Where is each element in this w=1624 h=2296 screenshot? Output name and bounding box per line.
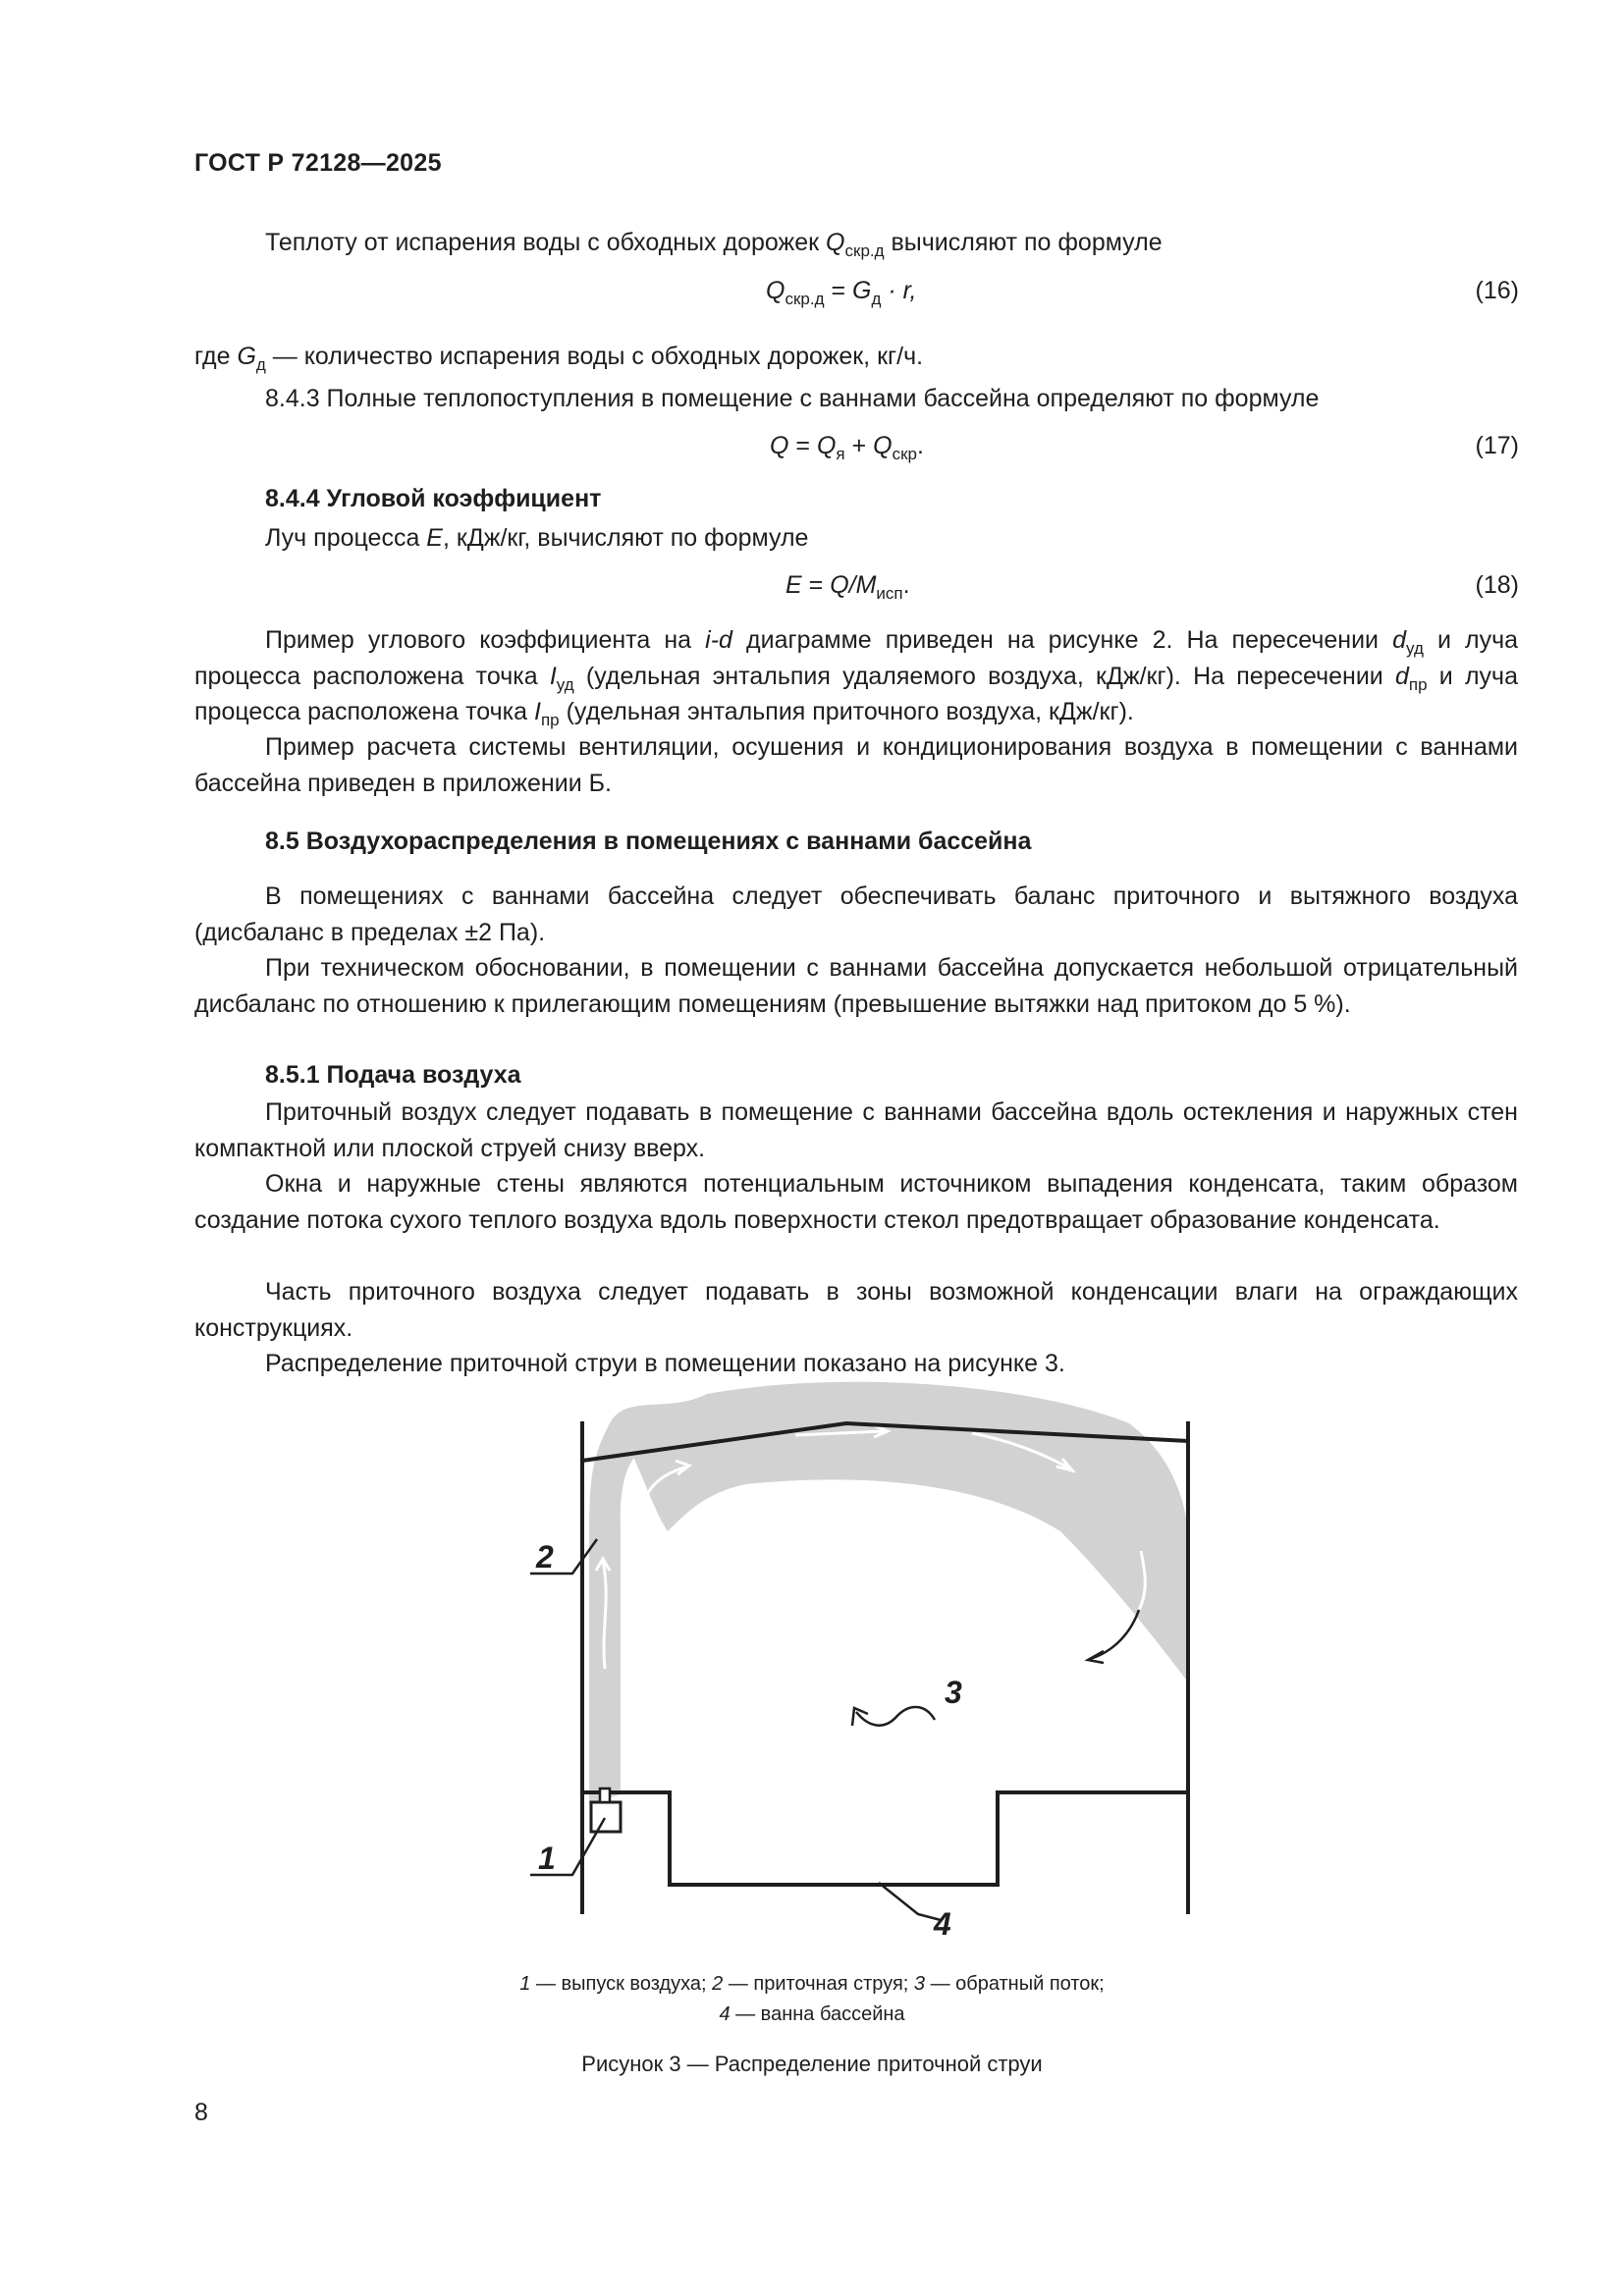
- paragraph-negative-imbalance: При техническом обосновании, в помещении с ваннами бассейна допускается небольшой отрицательный дисбаланс по отношению к прилегающим помещениям (превышение вытяжки над притоком до 5 %).: [194, 954, 1518, 1018]
- paragraph-figure-reference: Распределение приточной струи в помещении показано на рисунке 3.: [265, 1350, 1065, 1377]
- paragraph-8-4-3: 8.4.3 Полные теплопоступления в помещение с ваннами бассейна определяют по формуле: [265, 385, 1320, 412]
- figure-label-3: 3: [945, 1675, 962, 1710]
- figure-label-4: 4: [934, 1906, 951, 1942]
- paragraph-calculation-example: Пример расчета системы вентиляции, осушения и кондиционирования воздуха в помещении с ваннами бассейна приведен в приложении Б.: [194, 733, 1518, 797]
- figure-label-2: 2: [536, 1539, 554, 1575]
- equation-number-18: (18): [1475, 571, 1519, 599]
- paragraph-evaporation-heat: Теплоту от испарения воды с обходных дорожек $Q_{скр.д}$ вычисляют по формуле: [265, 229, 1163, 260]
- formula-18: $E = Q/M_{исп}$.: [785, 571, 910, 603]
- paragraph-angular-coefficient-example: Пример углового коэффициента на i-d диаграмме приведен на рисунке 2. На пересечении $d_{уд}$ и луча процесса расположена точка $I_{уд}$ (удельная энтальпия удаляемого воздуха, кДж/кг). На пересечении $d_{пр}$ и луча процесса расположена точка $I_{пр}$ (удельная энтальпия приточного воздуха, кДж/кг).: [194, 626, 1519, 729]
- air-outlet-device: [591, 1802, 621, 1832]
- paragraph-where-g: где $G_д$ — количество испарения воды с обходных дорожек, кг/ч.: [194, 343, 924, 374]
- figure-caption: Рисунок 3 — Распределение приточной струи: [581, 2052, 1043, 2076]
- heading-8-4-4: 8.4.4 Угловой коэффициент: [265, 485, 602, 512]
- equation-number-16: (16): [1475, 277, 1519, 304]
- figure-legend-line-2: 4 — ванна бассейна: [719, 2003, 905, 2025]
- figure-legend-line-1: 1 — выпуск воздуха; 2 — приточная струя; 3 — обратный поток;: [519, 1973, 1105, 1995]
- paragraph-supply-air: Приточный воздух следует подавать в помещение с ваннами бассейна вдоль остекления и наружных стен компактной или плоской струей снизу вверх.: [194, 1098, 1518, 1162]
- page-number: 8: [194, 2099, 208, 2126]
- standard-header: ГОСТ Р 72128—2025: [194, 149, 442, 177]
- equation-number-17: (17): [1475, 432, 1519, 459]
- heading-8-5: 8.5 Воздухораспределения в помещениях с ваннами бассейна: [265, 828, 1032, 855]
- jet-return-arrow: [1090, 1610, 1139, 1659]
- formula-17: $Q = Q_я + Q_{скр}$.: [770, 432, 924, 463]
- return-flow-arrow: [856, 1707, 935, 1726]
- paragraph-air-balance: В помещениях с ваннами бассейна следует обеспечивать баланс приточного и вытяжного воздуха (дисбаланс в пределах ±2 Па).: [194, 882, 1518, 946]
- formula-16: $Q_{скр.д} = G_д \cdot r$,: [766, 277, 917, 308]
- paragraph-condensation-zones: Часть приточного воздуха следует подавать в зоны возможной конденсации влаги на ограждающих конструкциях.: [194, 1278, 1518, 1342]
- heading-8-5-1: 8.5.1 Подача воздуха: [265, 1061, 521, 1089]
- paragraph-process-ray: Луч процесса E, кДж/кг, вычисляют по формуле: [265, 524, 809, 552]
- figure-label-1: 1: [538, 1841, 556, 1876]
- paragraph-condensate: Окна и наружные стены являются потенциальным источником выпадения конденсата, таким образом создание потока сухого теплого воздуха вдоль поверхности стекол предотвращает образование конденсата.: [194, 1170, 1518, 1234]
